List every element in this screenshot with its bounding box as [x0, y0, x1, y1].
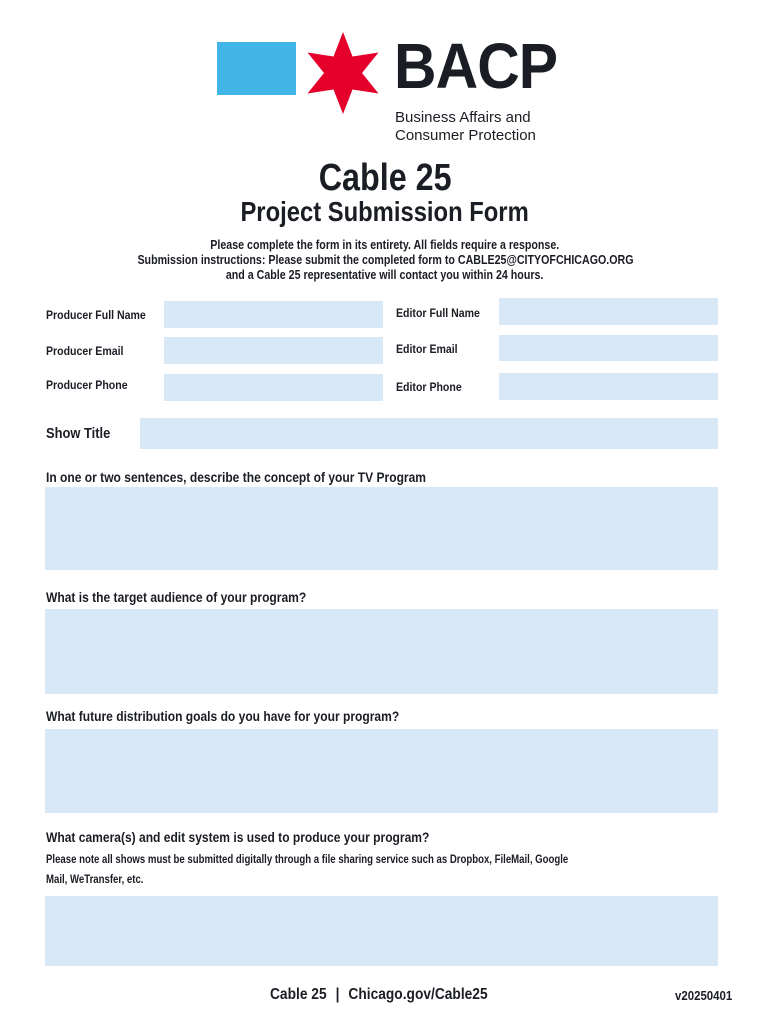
camera-textarea[interactable]: [45, 896, 718, 966]
producer-email-input[interactable]: [164, 337, 383, 364]
distribution-textarea[interactable]: [45, 729, 718, 813]
instruction-line: Please complete the form in its entirety. All fields require a response.: [210, 237, 560, 252]
page-title: Cable 25: [318, 157, 452, 199]
producer-phone-label: Producer Phone: [46, 378, 128, 392]
show-title-label: Show Title: [46, 425, 111, 442]
editor-email-label: Editor Email: [396, 342, 458, 356]
footer-link[interactable]: Chicago.gov/Cable25: [348, 986, 488, 1003]
footer-version: v20250401: [675, 988, 733, 1003]
camera-note-line1: Please note all shows must be submitted digitally through a file sharing service such as Dropbox, FileMail, Google: [46, 852, 569, 866]
instruction-line: Submission instructions: Please submit the completed form to CABLE25@CITYOFCHICAGO.ORG: [136, 252, 634, 267]
producer-name-label: Producer Full Name: [46, 308, 146, 322]
logo-line2: Consumer Protection: [395, 127, 536, 144]
bacp-logo: [217, 30, 557, 145]
footer-brand: Cable 25: [270, 986, 327, 1003]
footer-separator: |: [335, 986, 340, 1003]
editor-phone-label: Editor Phone: [396, 380, 462, 394]
producer-name-input[interactable]: [164, 301, 383, 328]
concept-question-label: In one or two sentences, describe the concept of your TV Program: [46, 469, 427, 485]
producer-phone-input[interactable]: [164, 374, 383, 401]
show-title-input[interactable]: [140, 418, 718, 449]
instructions: [0, 236, 770, 281]
distribution-question-label: What future distribution goals do you have for your program?: [46, 708, 400, 724]
page-subtitle: Project Submission Form: [240, 196, 530, 227]
footer: [0, 986, 770, 1008]
editor-email-input[interactable]: [499, 335, 718, 361]
editor-name-input[interactable]: [499, 298, 718, 325]
editor-phone-input[interactable]: [499, 373, 718, 400]
editor-name-label: Editor Full Name: [396, 306, 480, 320]
logo-brand: BACP: [394, 30, 558, 102]
producer-email-label: Producer Email: [46, 344, 124, 358]
concept-textarea[interactable]: [45, 487, 718, 570]
logo-line1: Business Affairs and: [395, 109, 531, 126]
audience-question-label: What is the target audience of your program?: [46, 589, 307, 605]
flag-stripe-icon: [217, 42, 296, 95]
instruction-line: and a Cable 25 representative will contact you within 24 hours.: [226, 267, 544, 282]
star-icon: [300, 30, 386, 116]
camera-note-line2: Mail, WeTransfer, etc.: [46, 872, 144, 886]
audience-textarea[interactable]: [45, 609, 718, 694]
camera-question-label: What camera(s) and edit system is used to produce your program?: [46, 829, 430, 845]
